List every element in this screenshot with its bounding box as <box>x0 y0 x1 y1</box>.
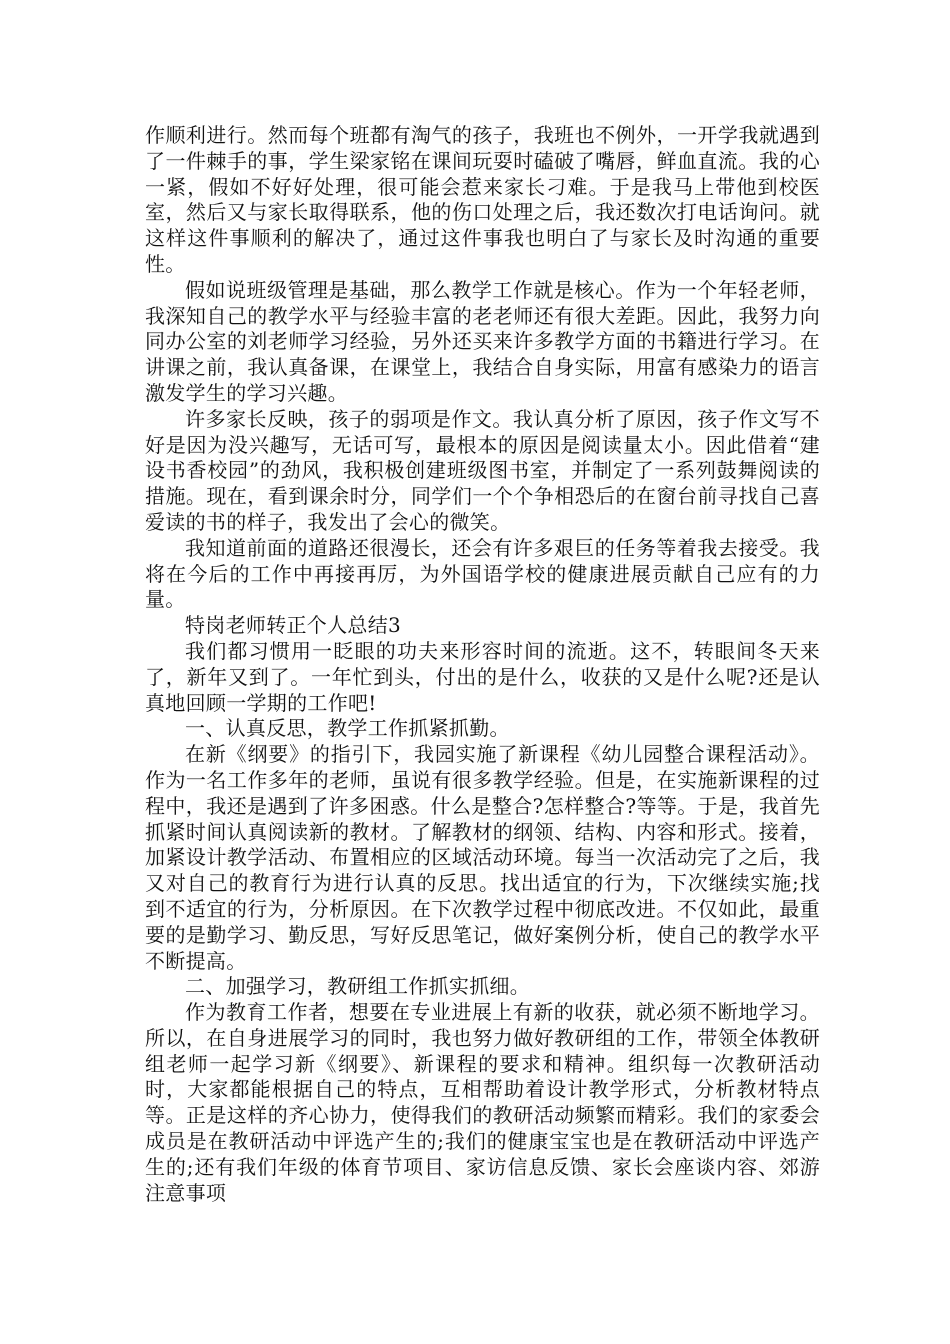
document-body <box>145 123 820 1206</box>
paragraph-teaching-core: 假如说班级管理是基础，那么教学工作就是核心。作为一个年轻老师，我深知自己的教学水平与经验丰富的老老师还有很大差距。因此，我努力向同办公室的刘老师学习经验，另外还买来许多教学方面的书籍进行学习。在讲课之前，我认真备课，在课堂上，我结合自身实际，用富有感染力的语言激发学生的学习兴趣。 <box>145 277 820 405</box>
paragraph-teaching-research: 作为教育工作者，想要在专业进展上有新的收获，就必须不断地学习。所以，在自身进展学习的同时，我也努力做好教研组的工作，带领全体教研组老师一起学习新《纲要》、新课程的要求和精神。组织每一次教研活动时，大家都能根据自己的特点，互相帮助着设计教学形式，分析教材特点等。正是这样的齐心协力，使得我们的教研活动频繁而精彩。我们的家委会成员是在教研活动中评选产生的;我们的健康宝宝也是在教研活动中评选产生的;还有我们年级的体育节项目、家访信息反馈、家长会座谈内容、郊游注意事项 <box>145 1000 820 1205</box>
paragraph-reading-library: 许多家长反映，孩子的弱项是作文。我认真分析了原因，孩子作文写不好是因为没兴趣写，无话可写，最根本的原因是阅读量太小。因此借着“建设书香校园”的劲风，我积极创建班级图书室，并制定了一系列鼓舞阅读的措施。现在，看到课余时分，同学们一个个争相恐后的在窗台前寻找自己喜爱读的书的样子，我发出了会心的微笑。 <box>145 406 820 534</box>
subheading-learning: 二、加强学习，教研组工作抓实抓细。 <box>185 974 531 999</box>
paragraph-year-review: 我们都习惯用一眨眼的功夫来形容时间的流逝。这不，转眼间冬天来了，新年又到了。一年忙到头，付出的是什么，收获的又是什么呢?还是认真地回顾一学期的工作吧! <box>145 638 820 715</box>
paragraph-parent-communication: 作顺利进行。然而每个班都有淘气的孩子，我班也不例外，一开学我就遇到了一件棘手的事，学生梁家铭在课间玩耍时磕破了嘴唇，鲜血直流。我的心一紧，假如不好好处理，很可能会惹来家长刁难。于是我马上带他到校医室，然后又与家长取得联系，他的伤口处理之后，我还数次打电话询问。就这样这件事顺利的解决了，通过这件事我也明白了与家长及时沟通的重要性。 <box>145 123 820 276</box>
paragraph-new-curriculum: 在新《纲要》的指引下，我园实施了新课程《幼儿园整合课程活动》。作为一名工作多年的老师，虽说有很多教学经验。但是，在实施新课程的过程中，我还是遇到了许多困惑。什么是整合?怎样整合?等等。于是，我首先抓紧时间认真阅读新的教材。了解教材的纲领、结构、内容和形式。接着，加紧设计教学活动、布置相应的区域活动环境。每当一次活动完了之后，我又对自己的教育行为进行认真的反思。找出适宜的行为，下次继续实施;找到不适宜的行为，分析原因。在下次教学过程中彻底改进。不仅如此，最重要的是勤学习、勤反思，写好反思笔记，做好案例分析，使自己的教学水平不断提高。 <box>145 742 820 973</box>
subheading-reflection: 一、认真反思，教学工作抓紧抓勤。 <box>185 716 510 741</box>
section-title-summary-3: 特岗老师转正个人总结3 <box>185 613 402 638</box>
paragraph-future-outlook: 我知道前面的道路还很漫长，还会有许多艰巨的任务等着我去接受。我将在今后的工作中再接再厉，为外国语学校的健康进展贡献自己应有的力量。 <box>145 535 820 612</box>
